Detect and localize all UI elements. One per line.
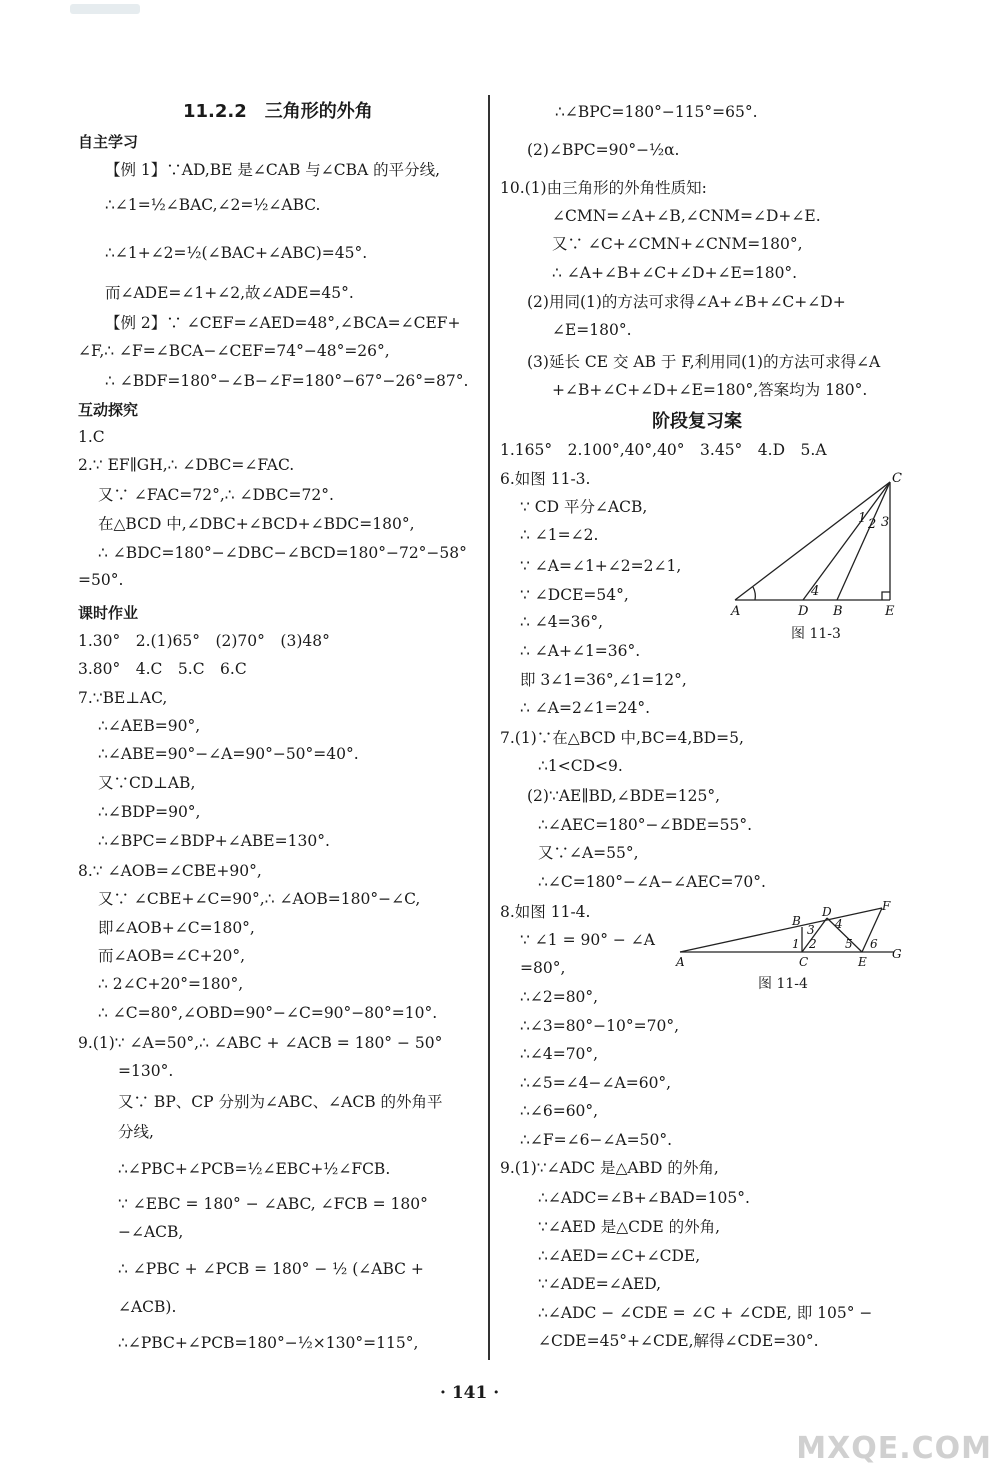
text-line: 又∵ BP、CP 分别为∠ABC、∠ACB 的外角平 (118, 1093, 443, 1111)
text-line: 又∵ ∠FAC=72°,∴ ∠DBC=72°. (98, 486, 334, 504)
page-number: · 141 · (440, 1383, 500, 1403)
text-line: =80°, (520, 959, 566, 977)
text-line: (2)∵AE∥BD,∠BDE=125°, (527, 787, 721, 805)
section-title: 阶段复习案 (652, 411, 742, 432)
right-angle-mark (882, 592, 890, 600)
text-line: ∴ ∠1=∠2. (520, 526, 599, 544)
section-heading: 自主学习 (78, 133, 139, 151)
fig3-label-3: 3 (881, 515, 890, 530)
figure-11-3-caption: 图 11-3 (791, 626, 841, 642)
fig4-label-1: 1 (792, 937, 800, 951)
text-line: ∴ ∠BDC=180°−∠DBC−∠BCD=180°−72°−58° (98, 544, 467, 562)
text-line: ∵ CD 平分∠ACB, (520, 498, 648, 516)
text-line: ∵ ∠A=∠1+∠2=2∠1, (520, 557, 682, 575)
text-line: 9.(1)∵ ∠A=50°,∴ ∠ABC + ∠ACB = 180° − 50° (78, 1034, 443, 1052)
fig4-label-a: A (676, 955, 685, 969)
text-line: 1.165° 2.100°,40°,40° 3.45° 4.D 5.A (500, 441, 827, 459)
fig3-label-a: A (731, 604, 741, 619)
text-line: ∴ ∠PBC + ∠PCB = 180° − ½ (∠ABC + (118, 1260, 424, 1278)
text-line: ∴∠BPC=180°−115°=65°. (555, 103, 758, 121)
text-line: ∠CMN=∠A+∠B,∠CNM=∠D+∠E. (552, 207, 821, 225)
text-line: ∴ 2∠C+20°=180°, (98, 975, 244, 993)
fig4-label-d: D (822, 905, 832, 919)
scan-mark (70, 4, 140, 14)
section-heading: 互动探究 (78, 401, 139, 419)
text-line: 又∵CD⊥AB, (98, 774, 196, 792)
text-line: 10.(1)由三角形的外角性质知: (500, 179, 707, 197)
fig4-label-2: 2 (809, 937, 817, 951)
text-line: ∴∠5=∠4−∠A=60°, (520, 1074, 672, 1092)
fig4-label-5: 5 (845, 937, 853, 951)
text-line: ∵ ∠1 = 90° − ∠A (520, 931, 655, 949)
fig3-label-c: C (892, 471, 902, 486)
text-line: 而∠ADE=∠1+∠2,故∠ADE=45°. (105, 284, 354, 302)
text-line: ∴∠6=60°, (520, 1102, 599, 1120)
text-line: 而∠AOB=∠C+20°, (98, 947, 246, 965)
text-line: 3.80° 4.C 5.C 6.C (78, 660, 247, 678)
text-line: ∴∠4=70°, (520, 1045, 599, 1063)
text-line: ∴ ∠A+∠B+∠C+∠D+∠E=180°. (552, 264, 798, 282)
text-line: ∴ ∠4=36°, (520, 613, 604, 631)
text-line: ∵∠ADE=∠AED, (538, 1275, 662, 1293)
text-line: ∵ ∠DCE=54°, (520, 586, 629, 604)
fig4-label-b: B (792, 914, 801, 928)
text-line: 1.C (78, 428, 105, 446)
text-line: ∴∠BDP=90°, (98, 803, 201, 821)
text-line: −∠ACB, (118, 1223, 184, 1241)
text-line: ∠CDE=45°+∠CDE,解得∠CDE=30°. (538, 1332, 819, 1350)
text-line: ∴∠ADC − ∠CDE = ∠C + ∠CDE, 即 105° − (538, 1304, 873, 1322)
text-line: (3)延长 CE 交 AB 于 F,利用同(1)的方法可求得∠A (527, 353, 881, 371)
text-line: 8.∵ ∠AOB=∠CBE+90°, (78, 862, 262, 880)
fig4-label-c: C (799, 955, 809, 969)
fig3-label-b: B (833, 604, 843, 619)
segment-ac (735, 482, 890, 600)
text-line: 又∵∠A=55°, (538, 844, 639, 862)
text-line: ∴∠1=½∠BAC,∠2=½∠ABC. (105, 196, 321, 214)
text-line: ∵∠AED 是△CDE 的外角, (538, 1218, 721, 1236)
text-line: ∠F,∴ ∠F=∠BCA−∠CEF=74°−48°=26°, (78, 342, 390, 360)
text-line: ∴∠1+∠2=½(∠BAC+∠ABC)=45°. (105, 244, 368, 262)
text-line: =130°. (118, 1062, 174, 1080)
text-line: 1.30° 2.(1)65° (2)70° (3)48° (78, 632, 330, 650)
text-line: 6.如图 11-3. (500, 470, 591, 488)
text-line: ∴ ∠C=80°,∠OBD=90°−∠C=90°−80°=10°. (98, 1004, 438, 1022)
text-line: 又∵ ∠CBE+∠C=90°,∴ ∠AOB=180°−∠C, (98, 890, 421, 908)
text-line: +∠B+∠C+∠D+∠E=180°,答案均为 180°. (552, 381, 868, 399)
text-line: ∴∠F=∠6−∠A=50°. (520, 1131, 672, 1149)
text-line: 9.(1)∵∠ADC 是△ABD 的外角, (500, 1159, 719, 1177)
fig4-label-g: G (892, 947, 902, 961)
text-line: ∠E=180°. (552, 321, 632, 339)
fig4-label-6: 6 (870, 937, 878, 951)
text-line: ∴∠ADC=∠B+∠BAD=105°. (538, 1189, 750, 1207)
fig3-label-e: E (885, 604, 895, 619)
text-line: ∴∠2=80°, (520, 988, 599, 1006)
angle-a-arc (753, 587, 755, 600)
text-line: ∴1<CD<9. (538, 757, 623, 775)
text-line: ∴∠AEC=180°−∠BDE=55°. (538, 816, 753, 834)
text-line: ∴∠PBC+∠PCB=½∠EBC+½∠FCB. (118, 1160, 391, 1178)
text-line: 在△BCD 中,∠DBC+∠BCD+∠BDC=180°, (98, 515, 415, 533)
text-line: 8.如图 11-4. (500, 903, 591, 921)
text-line: 【例 2】∵ ∠CEF=∠AED=48°,∠BCA=∠CEF+ (105, 314, 461, 332)
text-line: =50°. (78, 571, 124, 589)
figure-11-4-caption: 图 11-4 (758, 976, 808, 992)
fig3-label-4: 4 (811, 584, 820, 599)
text-line: ∴∠AEB=90°, (98, 717, 201, 735)
text-line: 7.(1)∵在△BCD 中,BC=4,BD=5, (500, 729, 744, 747)
text-line: ∴ ∠BDF=180°−∠B−∠F=180°−67°−26°=87°. (105, 372, 469, 390)
text-line: (2)∠BPC=90°−½α. (527, 141, 680, 159)
text-line: (2)用同(1)的方法可求得∠A+∠B+∠C+∠D+ (527, 293, 846, 311)
column-divider (488, 95, 490, 1360)
text-line: 即∠AOB+∠C=180°, (98, 919, 255, 937)
text-line: ∴∠BPC=∠BDP+∠ABE=130°. (98, 832, 330, 850)
segment-cd (803, 482, 890, 600)
text-line: 分线, (118, 1123, 154, 1141)
text-line: 2.∵ EF∥GH,∴ ∠DBC=∠FAC. (78, 456, 295, 474)
text-line: ∴∠ABE=90°−∠A=90°−50°=40°. (98, 745, 359, 763)
text-line: ∴∠3=80°−10°=70°, (520, 1017, 680, 1035)
text-line: 【例 1】∵AD,BE 是∠CAB 与∠CBA 的平分线, (105, 161, 441, 179)
figure-11-3 (725, 470, 910, 620)
section-title: 11.2.2 三角形的外角 (183, 101, 373, 122)
text-line: 7.∵BE⊥AC, (78, 689, 168, 707)
text-line: ∠ACB). (118, 1298, 177, 1316)
section-heading: 课时作业 (78, 604, 139, 622)
fig3-label-d: D (798, 604, 809, 619)
text-line: 即 3∠1=36°,∠1=12°, (520, 671, 687, 689)
watermark-logo: MXQE.COM (796, 1431, 992, 1466)
figure-11-4 (672, 900, 904, 970)
text-line: ∴∠AED=∠C+∠CDE, (538, 1247, 701, 1265)
fig3-label-2: 2 (868, 517, 877, 532)
fig4-label-f: F (882, 900, 891, 913)
fig4-label-4: 4 (835, 917, 843, 931)
fig4-label-3: 3 (807, 923, 815, 937)
fig3-label-1: 1 (858, 511, 867, 526)
text-line: ∵ ∠EBC = 180° − ∠ABC, ∠FCB = 180° (118, 1195, 428, 1213)
text-line: ∴ ∠A=2∠1=24°. (520, 699, 651, 717)
text-line: ∴ ∠A+∠1=36°. (520, 642, 641, 660)
fig4-label-e: E (858, 955, 867, 969)
text-line: ∴∠C=180°−∠A−∠AEC=70°. (538, 873, 766, 891)
text-line: 又∵ ∠C+∠CMN+∠CNM=180°, (552, 235, 803, 253)
text-line: ∴∠PBC+∠PCB=180°−½×130°=115°, (118, 1334, 419, 1352)
segment-cb (837, 482, 890, 600)
